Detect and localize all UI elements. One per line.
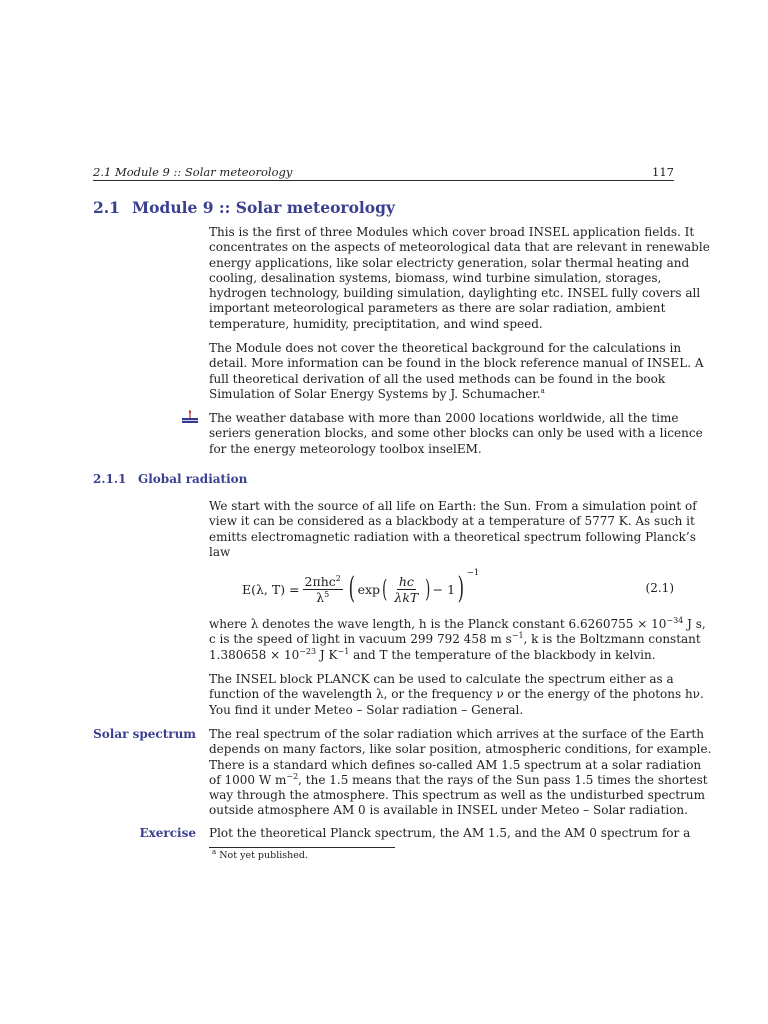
page-number: 117 bbox=[652, 165, 674, 179]
blackbody-paragraph bbox=[209, 499, 697, 560]
footnote bbox=[212, 847, 308, 861]
text-line: depends on many factors, like solar position, atmospheric conditions, for example. bbox=[209, 742, 712, 757]
text-line-content: Simulation of Solar Energy Systems by J. Schumacher. bbox=[209, 386, 541, 401]
equation-body bbox=[242, 568, 479, 610]
licence-warning-paragraph bbox=[209, 411, 703, 457]
text-line: hydrogen technology, building simulation, daylighting etc. INSEL fully covers all bbox=[209, 286, 701, 301]
fraction-numerator: 2πhc bbox=[304, 573, 336, 589]
text-segment: c is the speed of light in vacuum 299 792 458 m s bbox=[209, 632, 512, 647]
minus-one: − 1 bbox=[432, 581, 456, 597]
margin-note-solar-spectrum: Solar spectrum bbox=[93, 727, 196, 741]
text-segment: , the 1.5 means that the rays of the Sun pass 1.5 times the shortest bbox=[298, 772, 708, 787]
text-line: function of the wavelength λ, or the frequency ν or the energy of the photons hν. bbox=[209, 687, 704, 702]
text-line: outside atmosphere AM 0 is available in INSEL under Meteo – Solar radiation. bbox=[209, 803, 688, 818]
text-line: You find it under Meteo – Solar radiation – General. bbox=[209, 702, 524, 717]
text-line: Plot the theoretical Planck spectrum, the AM 1.5, and the AM 0 spectrum for a bbox=[209, 826, 691, 840]
exponent: −1 bbox=[337, 646, 350, 656]
fraction-denominator: λ bbox=[316, 589, 325, 605]
footnote-mark: a bbox=[540, 386, 545, 395]
text-line bbox=[209, 387, 674, 402]
subsection-title: Global radiation bbox=[138, 472, 248, 486]
footnote-mark: a bbox=[212, 847, 217, 856]
text-line: law bbox=[209, 544, 231, 559]
text-line bbox=[209, 648, 674, 663]
exponent: −2 bbox=[286, 771, 299, 781]
text-line: view it can be considered as a blackbody at a temperature of 5777 K. As such it bbox=[209, 514, 695, 529]
text-line: emitts electromagnetic radiation with a theoretical spectrum following Planck’s bbox=[209, 529, 696, 544]
text-line: The weather database with more than 2000 locations worldwide, all the time bbox=[209, 411, 679, 425]
footnote-text: Not yet published. bbox=[219, 850, 308, 861]
text-line: The INSEL block PLANCK can be used to calculate the spectrum either as a bbox=[209, 672, 674, 686]
intro-paragraph bbox=[209, 225, 710, 332]
section-heading bbox=[93, 198, 395, 217]
background-paragraph bbox=[209, 341, 704, 402]
text-line: concentrates on the aspects of meteorological data that are relevant in renewable bbox=[209, 240, 710, 255]
exponent: −1 bbox=[511, 631, 524, 641]
fraction-prefactor bbox=[303, 575, 343, 604]
text-line bbox=[209, 771, 708, 788]
text-line: temperature, humidity, preciptitation, and wind speed. bbox=[209, 316, 543, 331]
text-line: The real spectrum of the solar radiation which arrives at the surface of the Earth bbox=[209, 727, 704, 741]
solar-spectrum-paragraph bbox=[209, 727, 712, 819]
warning-sign-icon bbox=[181, 410, 199, 424]
text-line: cooling, desalination systems, biomass, wind turbine simulation, storages, bbox=[209, 270, 662, 285]
running-header bbox=[93, 165, 674, 181]
fraction-numerator: hc bbox=[398, 573, 414, 589]
text-segment: J s, bbox=[683, 617, 706, 631]
right-paren: ) bbox=[457, 571, 465, 606]
planck-equation bbox=[209, 568, 674, 610]
section-number: 2.1 bbox=[93, 198, 120, 217]
text-segment: and T the temperature of the blackbody in kelvin. bbox=[349, 647, 656, 662]
text-segment: where λ denotes the wave length, h is the Planck constant 6.6260755 × 10 bbox=[209, 617, 667, 631]
fraction-exponent-argument bbox=[392, 575, 420, 604]
text-line: way through the atmosphere. This spectrum as well as the undisturbed spectrum bbox=[209, 788, 705, 803]
section-title: Module 9 :: Solar meteorology bbox=[132, 198, 395, 217]
text-line: seriers generation blocks, and some other blocks can only be used with a licence bbox=[209, 426, 703, 441]
text-line bbox=[209, 631, 701, 647]
constants-paragraph bbox=[209, 616, 706, 663]
denominator-exponent: 5 bbox=[324, 589, 330, 599]
equation-lhs: E(λ, T) = bbox=[242, 581, 300, 597]
text-segment: 1.380658 × 10 bbox=[209, 647, 300, 662]
text-line: We start with the source of all life on Earth: the Sun. From a simulation point of bbox=[209, 499, 697, 513]
exponent: −23 bbox=[299, 646, 317, 656]
margin-note-exercise: Exercise bbox=[139, 826, 196, 840]
planck-block-paragraph bbox=[209, 672, 704, 718]
text-line: for the energy meteorology toolbox inselEM. bbox=[209, 441, 482, 456]
text-segment: , k is the Boltzmann constant bbox=[523, 632, 701, 647]
footnote-rule bbox=[209, 847, 395, 848]
exp-function: exp bbox=[357, 581, 381, 597]
left-paren: ( bbox=[348, 571, 355, 606]
exponent: −34 bbox=[666, 616, 684, 625]
exercise-paragraph bbox=[209, 826, 691, 841]
text-line: The Module does not cover the theoretical background for the calculations in bbox=[209, 341, 682, 355]
outer-exponent: −1 bbox=[466, 568, 480, 578]
inner-left-paren: ( bbox=[382, 575, 388, 603]
text-line: energy applications, like solar electricty generation, solar thermal heating and bbox=[209, 255, 690, 270]
inner-right-paren: ) bbox=[425, 575, 431, 603]
subsection-number: 2.1.1 bbox=[93, 472, 127, 486]
text-line: This is the first of three Modules which cover broad INSEL application fields. It bbox=[209, 225, 695, 239]
text-segment: of 1000 W m bbox=[209, 772, 287, 787]
fraction-denominator: λkT bbox=[394, 589, 419, 605]
text-line: There is a standard which defines so-called AM 1.5 spectrum at a solar radiation bbox=[209, 757, 702, 772]
numerator-exponent: 2 bbox=[335, 573, 341, 583]
text-line: detail. More information can be found in the block reference manual of INSEL. A bbox=[209, 356, 704, 371]
subsection-heading bbox=[93, 472, 247, 486]
text-line: important meteorological parameters as there are solar radiation, ambient bbox=[209, 301, 666, 316]
running-title: 2.1 Module 9 :: Solar meteorology bbox=[93, 165, 293, 179]
text-line bbox=[209, 616, 706, 632]
equation-number: (2.1) bbox=[645, 581, 674, 595]
text-line: full theoretical derivation of all the used methods can be found in the book bbox=[209, 371, 666, 386]
text-segment: J K bbox=[316, 647, 338, 662]
